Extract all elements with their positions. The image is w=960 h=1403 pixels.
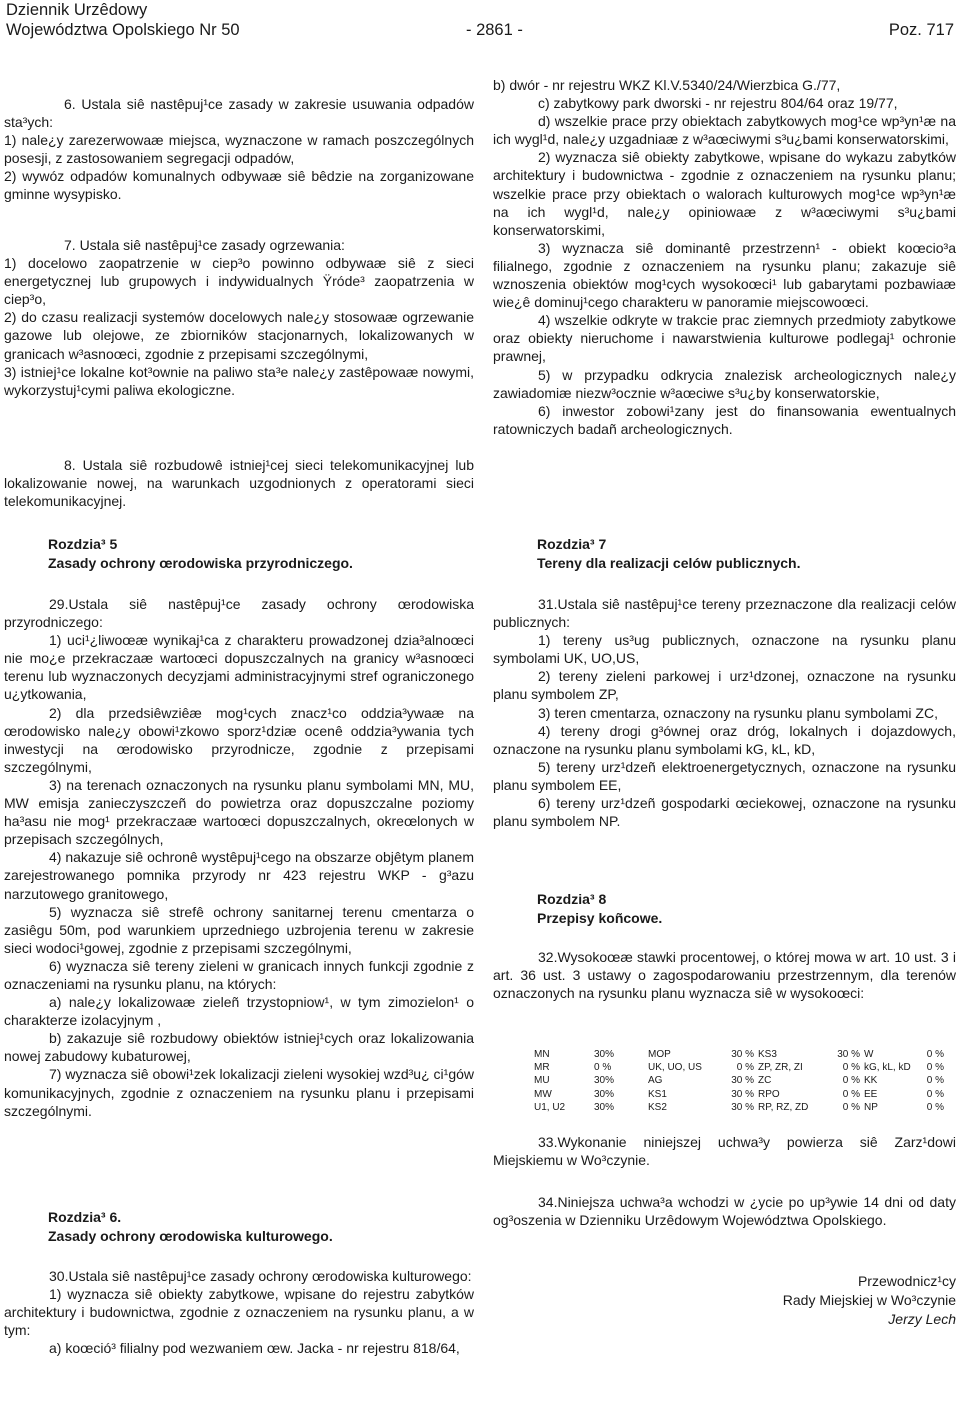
- paragraph: 2) wywóz odpadów komunalnych odbywaæ siê bêdzie na zorganizowane gminne wysypisko.: [4, 168, 474, 203]
- paragraph: 6) inwestor zobowi¹zany jest do finansowania ewentualnych ratowniczych badañ archeologicznych.: [493, 402, 956, 437]
- signature-name: Jerzy Lech: [888, 1310, 956, 1327]
- rates-value: 30 %: [731, 1088, 754, 1100]
- rates-value: 30%: [594, 1101, 615, 1113]
- chapter-subtitle: Zasady ochrony œrodowiska przyrodniczego.: [48, 555, 353, 571]
- rates-symbol: kG, kL, kD: [864, 1062, 911, 1074]
- section-30-continued: [493, 76, 956, 438]
- paragraph: a) nale¿y lokalizowaæ zieleñ trzystopniow¹, w tym zimozielon¹ o charakterze izolacyjnym ,: [4, 994, 474, 1029]
- rates-row: [534, 1061, 948, 1074]
- rates-value: 0 %: [926, 1075, 944, 1087]
- rates-symbol: ZC: [758, 1075, 772, 1087]
- paragraph: 1) docelowo zaopatrzenie w ciep³o powinno odbywaæ siê z sieci energetycznej lub grupowych i indywidualnych Ÿróde³ zaopatrzenia w ciep³o,: [4, 255, 474, 308]
- paragraph: 1) tereny us³ug publicznych, oznaczone na rysunku planu symbolami UK, UO,US,: [493, 632, 956, 667]
- rates-value: 0 %: [926, 1088, 944, 1100]
- rates-symbol: RPO: [758, 1088, 780, 1100]
- rates-symbol: NP: [864, 1101, 878, 1113]
- paragraph: 3) wyznacza siê dominantê przestrzenn¹ - obiekt koœcio³a filialnego, zgodnie z oznaczeniem na rysunku planu; zakazuje siê wznoszenia obiektów mog¹cych wysokoœci¹ lub gabarytami pozbawiaæ wie¿ê dominuj¹cego charakteru w panoramie miejscowoœci.: [493, 239, 956, 311]
- paragraph: 2) wyznacza siê obiekty zabytkowe, wpisane do wykazu zabytków architektury i budownictwa - zgodnie z oznaczeniem na rysunku planu; wszelkie prace przy obiektach o walorach kulturowych mog¹ce wp³yn¹æ na ich wygl¹d, nale¿y opiniowaæ z w³aœciwymi s³u¿bami konserwatorskimi,: [493, 149, 956, 238]
- paragraph: 6) tereny urz¹dzeñ gospodarki œciekowej, oznaczone na rysunku planu symbolem NP.: [493, 795, 956, 830]
- rates-symbol: KS1: [648, 1088, 667, 1100]
- section-8: [4, 456, 474, 510]
- page-header: [6, 0, 954, 40]
- paragraph: 2) tereny zieleni parkowej i urz¹dzonej, oznaczone na rysunku planu symbolem ZP,: [493, 668, 956, 703]
- rates-symbol: AG: [648, 1075, 663, 1087]
- paragraph: a) koœció³ filialny pod wezwaniem œw. Jacka - nr rejestru 818/64,: [49, 1340, 460, 1357]
- paragraph: 6) wyznacza siê tereny zieleni w granicach innych funkcji zgodnie z oznaczeniami na rysunku planu, na których:: [4, 957, 474, 992]
- rates-value: 0 %: [842, 1062, 860, 1074]
- rates-row: [534, 1101, 948, 1114]
- rates-row: [534, 1048, 948, 1061]
- paragraph: c) zabytkowy park dworski - nr rejestru 804/64 oraz 19/77,: [538, 95, 898, 112]
- paragraph: b) zakazuje siê rozbudowy obiektów istniej¹cych oraz lokalizowania nowej zabudowy kubaturowej,: [4, 1030, 474, 1065]
- paragraph: 6. Ustala siê nastêpuj¹ce zasady w zakresie usuwania odpadów sta³ych:: [4, 96, 474, 131]
- chapter-5-heading: [48, 535, 448, 573]
- paragraph: 1) wyznacza siê obiekty zabytkowe, wpisane do rejestru zabytków architektury i budownictwa, zgodnie z oznaczeniem na rysunku planu, a w tym:: [4, 1286, 474, 1339]
- paragraph: 7. Ustala siê nastêpuj¹ce zasady ogrzewania:: [64, 237, 345, 253]
- paragraph: 3) na terenach oznaczonych na rysunku planu symbolami MN, MU, MW emisja zanieczyszczeñ do powietrza oraz dopuszczalne poziomy ha³asu nie mog¹ przekraczaæ wartoœci dopuszczalnych, okreœlonych w przepisach szczególnych,: [4, 776, 474, 848]
- rates-value: 30 %: [731, 1101, 754, 1113]
- paragraph: d) wszelkie prace przy obiektach zabytkowych mog¹ce wp³yn¹æ na ich wygl¹d, nale¿y uzgadniaæ z w³aœciwymi s³u¿bami konserwatorskimi,: [493, 113, 956, 148]
- rates-value: 30 %: [731, 1049, 754, 1060]
- rates-symbol: EE: [864, 1088, 878, 1100]
- paragraph: 33.Wykonanie niniejszej uchwa³y powierza siê Zarz¹dowi Miejskiemu w Wo³czynie.: [493, 1134, 956, 1169]
- rates-symbol: MOP: [648, 1049, 671, 1060]
- rates-row: [534, 1074, 948, 1087]
- rates-value: 0 %: [926, 1049, 944, 1060]
- signature-council: Rady Miejskiej w Wo³czynie: [782, 1291, 956, 1308]
- chapter-7-heading: [537, 535, 937, 573]
- journal-subtitle: Województwa Opolskiego Nr 50: [6, 21, 240, 39]
- chapter-title: Rozdzia³ 8: [537, 891, 607, 907]
- chapter-title: Rozdzia³ 5: [48, 536, 118, 552]
- paragraph: 1) uci¹¿liwoœæ wynikaj¹ca z charakteru prowadzonej dzia³alnoœci nie mo¿e przekraczaæ wartoœci dopuszczalnych na granicy w³asnoœci terenu lub wyznaczonych decyzjami administracyjnymi stref ograniczonego u¿ytkowania,: [4, 632, 474, 703]
- paragraph: 4) nakazuje siê ochronê wystêpuj¹cego na obszarze objêtym planem zarejestrowanego pomnika przyrody nr 423 rejestru WKP - g³azu narzutowego granitowego,: [4, 849, 474, 902]
- signature-role: Przewodnicz¹cy: [857, 1273, 956, 1289]
- rates-symbol: MN: [534, 1049, 550, 1060]
- paragraph: 1) nale¿y zarezerwowaæ miejsca, wyznaczone w ramach poszczególnych posesji, z zastosowaniem segregacji odpadów,: [4, 132, 474, 167]
- section-29: [4, 595, 474, 1120]
- page-number: - 2861 -: [466, 21, 523, 39]
- paragraph: 4) wszelkie odkryte w trakcie prac ziemnych przedmioty zabytkowe oraz obiekty nieruchome i nawarstwienia kulturowe podlegaj¹ ochronie prawnej,: [493, 312, 956, 365]
- rates-symbol: UK, UO, US: [648, 1062, 702, 1074]
- rates-symbol: ZP, ZR, ZI: [758, 1062, 803, 1074]
- paragraph: 2) do czasu realizacji systemów docelowych nale¿y stosowaæ ogrzewanie gazowe lub olejowe, ze zbiorników stacjonarnych, lokalizowanych w granicach w³asnoœci, zgodnie z przepisami szczególnymi,: [4, 309, 474, 362]
- paragraph: 7) wyznacza siê obowi¹zek lokalizacji zieleni wysokiej wzd³u¿ ci¹gów komunikacyjnych, zgodnie z oznaczeniem na rysunku planu i przepisami szczególnymi.: [4, 1066, 474, 1119]
- paragraph: 4) tereny drogi g³ównej oraz dróg, lokalnych i dojazdowych, oznaczone na rysunku planu symbolami kG, kL, kD,: [493, 722, 956, 757]
- section-6: [4, 95, 474, 204]
- paragraph: 29.Ustala siê nastêpuj¹ce zasady ochrony œrodowiska przyrodniczego:: [4, 596, 474, 631]
- rates-value: 0 %: [926, 1062, 944, 1074]
- paragraph: 2) dla przedsiêwziêæ mog¹cych znacz¹co oddzia³ywaæ na œrodowisko nale¿y obowi¹zkowo sporz¹dziæ ocenê oddzia³ywania tych inwestycji na œrodowisko przyrodnicze, zgodnie z przepisami szczególnymi,: [4, 704, 474, 775]
- chapter-subtitle: Przepisy koñcowe.: [537, 910, 663, 926]
- chapter-title: Rozdzia³ 6.: [48, 1209, 122, 1225]
- paragraph: 3) teren cmentarza, oznaczony na rysunku planu symbolami ZC,: [538, 704, 938, 721]
- journal-title: Dziennik Urzêdowy: [6, 1, 148, 19]
- rates-symbol: RP, RZ, ZD: [758, 1101, 809, 1113]
- paragraph: b) dwór - nr rejestru WKZ Kl.V.5340/24/Wierzbica G./77,: [493, 77, 841, 93]
- paragraph: 31.Ustala siê nastêpuj¹ce tereny przeznaczone dla realizacji celów publicznych:: [493, 596, 956, 631]
- rates-value: 0 %: [736, 1062, 754, 1074]
- rates-value: 30 %: [731, 1075, 754, 1087]
- chapter-subtitle: Tereny dla realizacji celów publicznych.: [537, 555, 801, 571]
- rates-value: 0 %: [594, 1062, 612, 1074]
- paragraph: 5) tereny urz¹dzeñ elektroenergetycznych, oznaczone na rysunku planu symbolem EE,: [493, 758, 956, 793]
- section-30: [4, 1267, 474, 1357]
- paragraph: 5) wyznacza siê strefê ochrony sanitarnej terenu cmentarza o zasiêgu 50m, pod warunkiem uprzedniego uzbrojenia terenu w zakresie sieci wodoci¹gowej, zgodnie z przepisami szczególnymi,: [4, 903, 474, 956]
- paragraph: 8. Ustala siê rozbudowê istniej¹cej sieci telekomunikacyjnej lub lokalizowanie nowej, na warunkach uzgodnionych z operatorami sieci telekomunikacyjnej.: [4, 457, 474, 510]
- rates-value: 0 %: [926, 1101, 944, 1113]
- rates-value: 30%: [594, 1088, 615, 1100]
- rates-symbol: W: [864, 1049, 874, 1060]
- section-32: [493, 948, 956, 1002]
- rates-symbol: KK: [864, 1075, 878, 1087]
- paragraph: 32.Wysokoœæ stawki procentowej, o której mowa w art. 10 ust. 3 i art. 36 ust. 3 ustawy o zagospodarowaniu przestrzennym, dla terenów oznaczonych na rysunku planu wyznacza siê w wysokoœci:: [493, 949, 956, 1002]
- paragraph: 34.Niniejsza uchwa³a wchodzi w ¿ycie po up³ywie 14 dni od daty og³oszenia w Dzienniku Urzêdowym Województwa Opolskiego.: [493, 1194, 956, 1229]
- section-31: [493, 595, 956, 830]
- chapter-6-heading: [48, 1208, 468, 1246]
- signature-block: [783, 1272, 956, 1328]
- rates-table: [534, 1048, 948, 1114]
- rates-value: 30%: [594, 1049, 615, 1060]
- paragraph: 5) w przypadku odkrycia znalezisk archeologicznych nale¿y zawiadomiæ niezw³ocznie w³aœciwe s³u¿by konserwatorskie,: [493, 366, 956, 401]
- rates-symbol: U1, U2: [534, 1101, 566, 1113]
- position-number: Poz. 717: [888, 21, 954, 39]
- chapter-title: Rozdzia³ 7: [537, 536, 607, 552]
- rates-value: 0 %: [842, 1101, 860, 1113]
- rates-symbol: KS2: [648, 1101, 667, 1113]
- chapter-subtitle: Zasady ochrony œrodowiska kulturowego.: [48, 1228, 333, 1244]
- rates-symbol: MR: [534, 1062, 550, 1074]
- rates-symbol: MW: [534, 1088, 552, 1100]
- paragraph: 30.Ustala siê nastêpuj¹ce zasady ochrony œrodowiska kulturowego:: [49, 1268, 472, 1284]
- chapter-8-heading: [537, 890, 937, 928]
- section-34: [493, 1193, 956, 1229]
- section-7: [4, 236, 474, 399]
- rates-symbol: KS3: [758, 1049, 777, 1060]
- rates-value: 0 %: [842, 1075, 860, 1087]
- rates-value: 30%: [594, 1075, 615, 1087]
- rates-value: 0 %: [842, 1088, 860, 1100]
- rates-row: [534, 1088, 948, 1101]
- rates-symbol: MU: [534, 1075, 550, 1087]
- section-33: [493, 1133, 956, 1169]
- paragraph: 3) istniej¹ce lokalne kot³ownie na paliwo sta³e nale¿y zastêpowaæ nowymi, wykorzystuj¹cymi paliwa ekologiczne.: [4, 363, 474, 398]
- header-row: [6, 20, 954, 40]
- rates-value: 30 %: [837, 1049, 860, 1060]
